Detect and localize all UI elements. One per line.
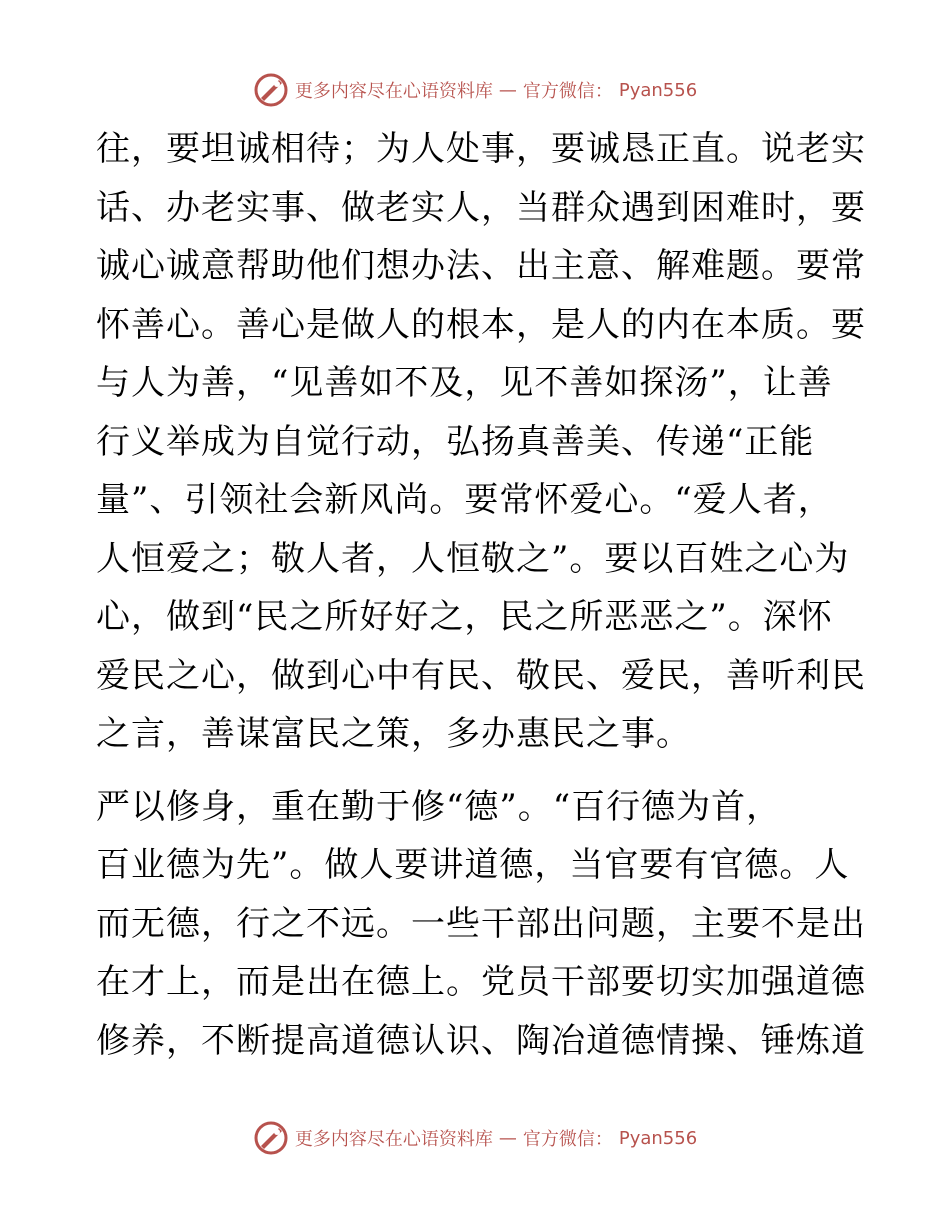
watermark-separator: — <box>498 79 517 101</box>
watermark-contact-id: Pyan556 <box>618 1127 698 1149</box>
text-line: 话、办老实事、做老实人，当群众遇到困难时，要 <box>96 187 866 228</box>
watermark-separator: — <box>498 1127 517 1149</box>
footer-watermark <box>0 1118 950 1158</box>
paragraph-gap <box>96 764 856 778</box>
text-line: 爱民之心，做到心中有民、敬民、爱民，善听利民 <box>96 655 866 696</box>
text-line: 人恒爱之；敬人者，人恒敬之”。要以百姓之心为 <box>96 538 850 579</box>
watermark-contact-label: 官方微信： <box>522 1129 613 1150</box>
text-line: 百业德为先”。做人要讲道德，当官要有官德。人 <box>96 845 850 885</box>
watermark-text: 更多内容尽在心语资料库 <box>294 81 493 102</box>
paragraph-1 <box>96 120 866 764</box>
pen-logo-icon <box>253 1120 289 1156</box>
text-line: 行义举成为自觉行动，弘扬真善美、传递“正能 <box>96 421 815 462</box>
text-line: 心，做到“民之所好好之，民之所恶恶之”。深怀 <box>96 597 833 637</box>
text-line: 怀善心。善心是做人的根本，是人的内在本质。要 <box>96 304 866 345</box>
watermark-text: 更多内容尽在心语资料库 <box>294 1129 493 1150</box>
header-watermark <box>0 70 950 110</box>
text-line: 之言，善谋富民之策，多办惠民之事。 <box>96 714 691 754</box>
text-line: 诚心诚意帮助他们想办法、出主意、解难题。要常 <box>96 246 866 286</box>
text-line: 与人为善，“见善如不及，见不善如探汤”，让善 <box>96 363 833 403</box>
document-body <box>96 120 866 1070</box>
text-line: 而无德，行之不远。一些干部出问题，主要不是出 <box>96 903 866 944</box>
watermark-contact-label: 官方微信： <box>522 81 613 102</box>
text-line: 在才上，而是出在德上。党员干部要切实加强道德 <box>96 962 866 1002</box>
text-line: 严以修身，重在勤于修“德”。“百行德为首， <box>96 786 782 827</box>
text-line: 量”、引领社会新风尚。要常怀爱心。“爱人者， <box>96 480 833 520</box>
paragraph-2 <box>96 778 866 1071</box>
text-line: 修养，不断提高道德认识、陶冶道德情操、锤炼道 <box>96 1020 866 1061</box>
pen-logo-icon <box>253 72 289 108</box>
watermark-contact-id: Pyan556 <box>618 79 698 101</box>
text-line: 往，要坦诚相待；为人处事，要诚恳正直。说老实 <box>96 129 866 169</box>
